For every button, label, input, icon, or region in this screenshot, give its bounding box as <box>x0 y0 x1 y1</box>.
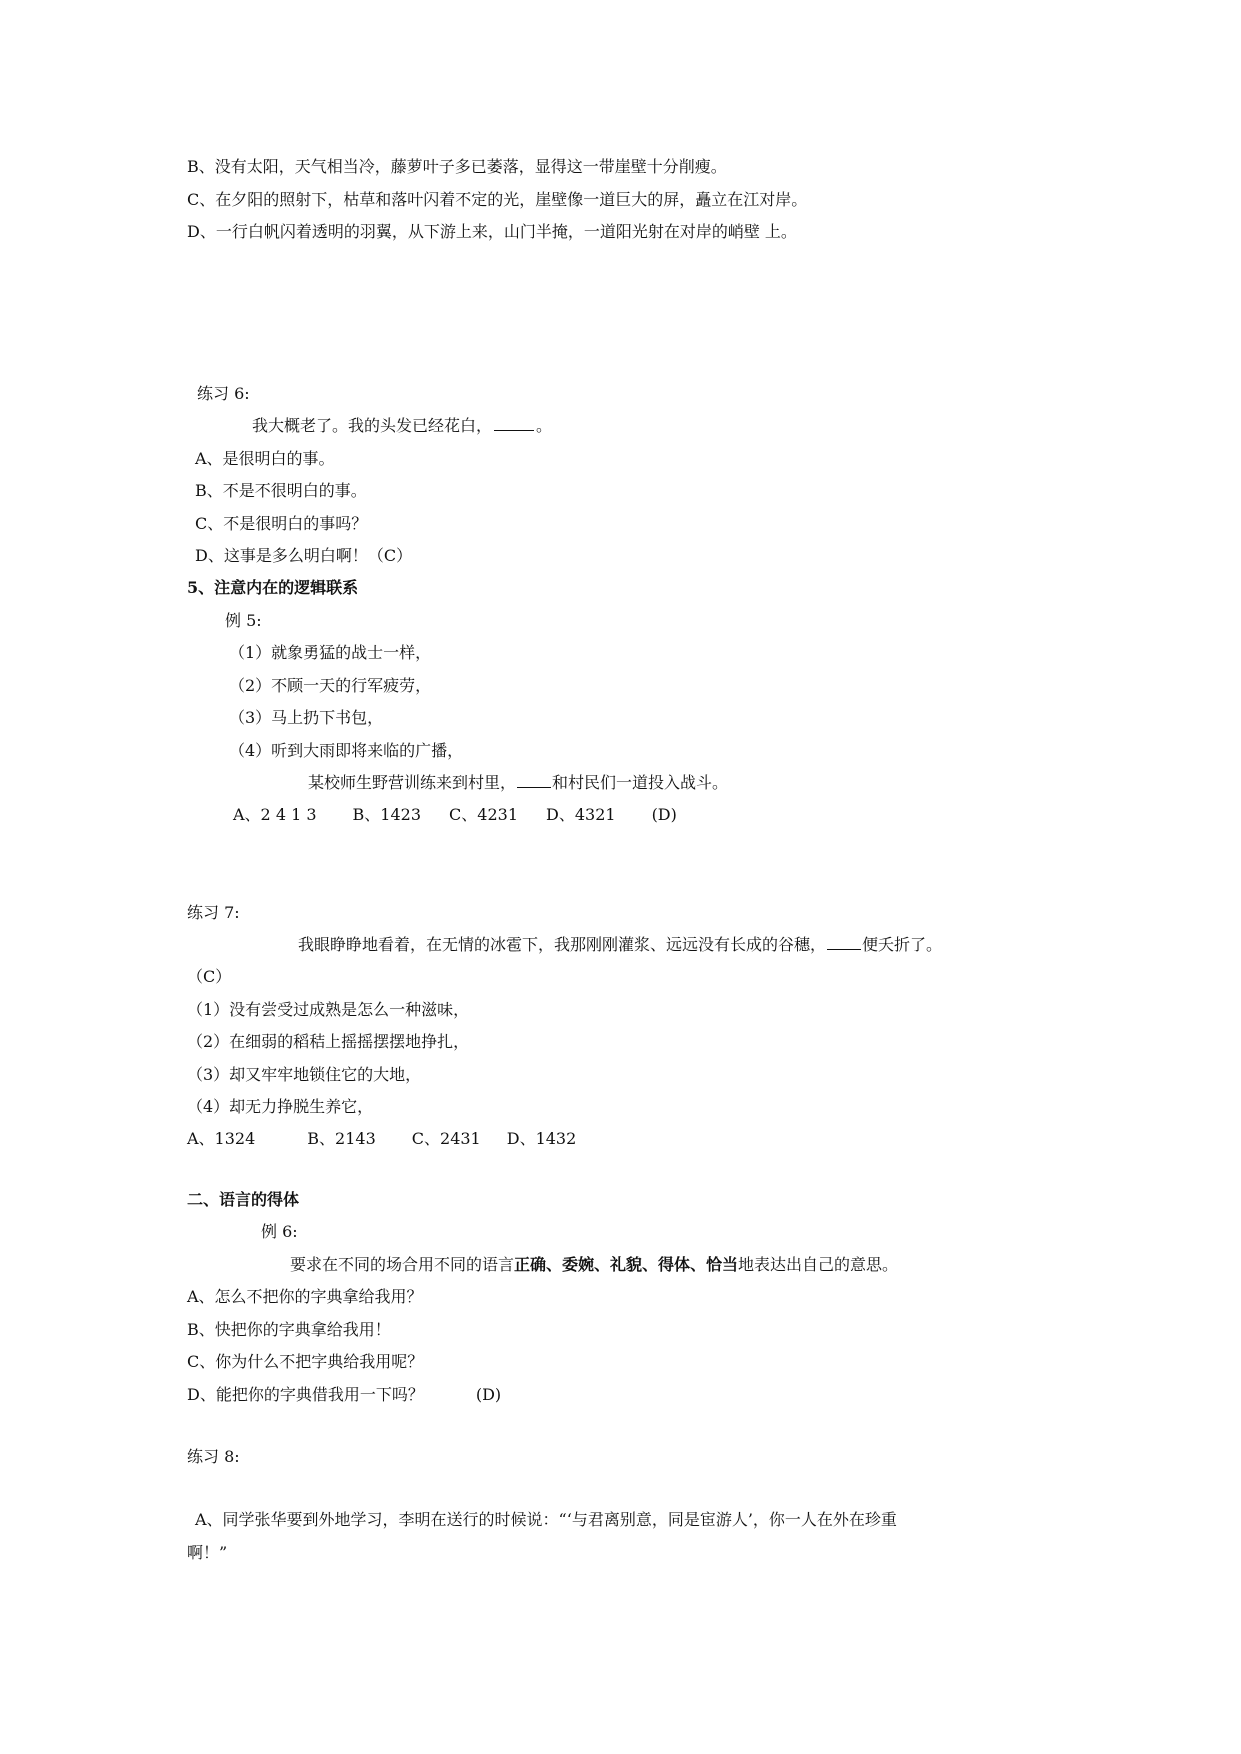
example-6-option-c: C、你为什么不把字典给我用呢？ <box>187 1352 424 1371</box>
option-d-top: D、一行白帆闪着透明的羽翼，从下游上来，山门半掩，一道阳光射在对岸的峭壁 上。 <box>187 222 797 241</box>
exercise-6-stem-pre: 我大概老了。我的头发已经花白， <box>252 416 493 435</box>
example-5-option-c: C、4231 <box>449 805 518 824</box>
section-2-heading: 二、语言的得体 <box>187 1190 300 1209</box>
exercise-7-item-2: （2）在细弱的稻秸上摇摇摆摆地挣扎， <box>187 1032 470 1051</box>
exercise-7-options <box>187 1128 576 1150</box>
exercise-6-option-d: D、这事是多么明白啊！（C） <box>195 546 413 565</box>
exercise-7-answer: （C） <box>187 967 232 986</box>
exercise-7-item-1: （1）没有尝受过成熟是怎么一种滋味， <box>187 1000 470 1019</box>
dash-blank <box>494 419 534 431</box>
example-6-option-d-row <box>187 1384 501 1406</box>
example-6-option-d: D、能把你的字典借我用一下吗？ <box>187 1385 424 1404</box>
exercise-7-item-3: （3）却又牢牢地锁住它的大地， <box>187 1065 422 1084</box>
exercise-6-option-c: C、不是很明白的事吗？ <box>195 514 368 533</box>
example-5-item-2: （2）不顾一天的行军疲劳， <box>229 676 432 695</box>
example-5-item-4: （4）听到大雨即将来临的广播， <box>229 741 464 760</box>
example-6-label: 例 6: <box>261 1222 298 1241</box>
example-6-option-a: A、怎么不把你的字典拿给我用？ <box>187 1287 423 1306</box>
example-6-stem-pre: 要求在不同的场合用不同的语言 <box>290 1255 515 1274</box>
exercise-7-option-b: B、2143 <box>307 1129 376 1148</box>
exercise-7-stem <box>298 934 942 956</box>
underline-blank <box>827 935 861 950</box>
option-b-top: B、没有太阳，天气相当冷，藤萝叶子多已萎落，显得这一带崖壁十分削瘦。 <box>187 157 727 176</box>
exercise-7-stem-pre: 我眼睁睁地看着，在无情的冰雹下，我那刚刚灌浆、远远没有长成的谷穗， <box>298 935 827 954</box>
example-5-option-b: B、1423 <box>352 805 422 824</box>
example-5-item-1: （1）就象勇猛的战士一样， <box>229 643 432 662</box>
option-c-top: C、在夕阳的照射下，枯草和落叶闪着不定的光，崖壁像一道巨大的屏，矗立在江对岸。 <box>187 190 808 209</box>
exercise-8-title: 练习 8: <box>187 1447 240 1466</box>
example-5-answer: (D) <box>651 805 677 824</box>
example-5-stem <box>308 772 728 794</box>
exercise-7-option-c: C、2431 <box>411 1129 481 1148</box>
example-6-stem-keywords: 正确、委婉、礼貌、得体、恰当 <box>514 1255 739 1274</box>
exercise-7-option-a: A、1324 <box>187 1129 256 1148</box>
exercise-8-option-a-line-2: 啊！” <box>187 1543 228 1562</box>
example-6-stem <box>290 1254 898 1276</box>
exercise-7-option-d: D、1432 <box>506 1129 577 1148</box>
example-6-stem-post: 地表达出自己的意思。 <box>738 1255 899 1274</box>
underline-blank <box>517 773 551 788</box>
exercise-7-item-4: （4）却无力挣脱生养它， <box>187 1097 374 1116</box>
exercise-6-option-a: A、是很明白的事。 <box>195 449 335 468</box>
exercise-8-option-a-line-1: A、同学张华要到外地学习，李明在送行的时候说：“‘与君离别意，同是宦游人’，你一人在外在珍重 <box>195 1510 897 1529</box>
example-6-option-b: B、快把你的字典拿给我用！ <box>187 1320 391 1339</box>
exercise-7-title: 练习 7: <box>187 903 240 922</box>
section-5-heading: 5、注意内在的逻辑联系 <box>187 578 359 597</box>
example-5-item-3: （3）马上扔下书包， <box>229 708 384 727</box>
example-6-answer: (D) <box>475 1385 502 1404</box>
exercise-6-option-b: B、不是不很明白的事。 <box>195 481 367 500</box>
example-5-option-d: D、4321 <box>546 805 616 824</box>
example-5-options <box>233 804 677 826</box>
example-5-stem-pre: 某校师生野营训练来到村里， <box>308 773 517 792</box>
exercise-6-stem-post: 。 <box>536 416 553 435</box>
exercise-7-stem-post: 便夭折了。 <box>862 935 943 954</box>
example-5-option-a: A、2 4 1 3 <box>233 805 317 824</box>
example-5-stem-post: 和村民们一道投入战斗。 <box>552 773 729 792</box>
exercise-6-title: 练习 6: <box>197 384 250 403</box>
exercise-6-stem <box>252 415 552 437</box>
example-5-label: 例 5: <box>225 611 262 630</box>
